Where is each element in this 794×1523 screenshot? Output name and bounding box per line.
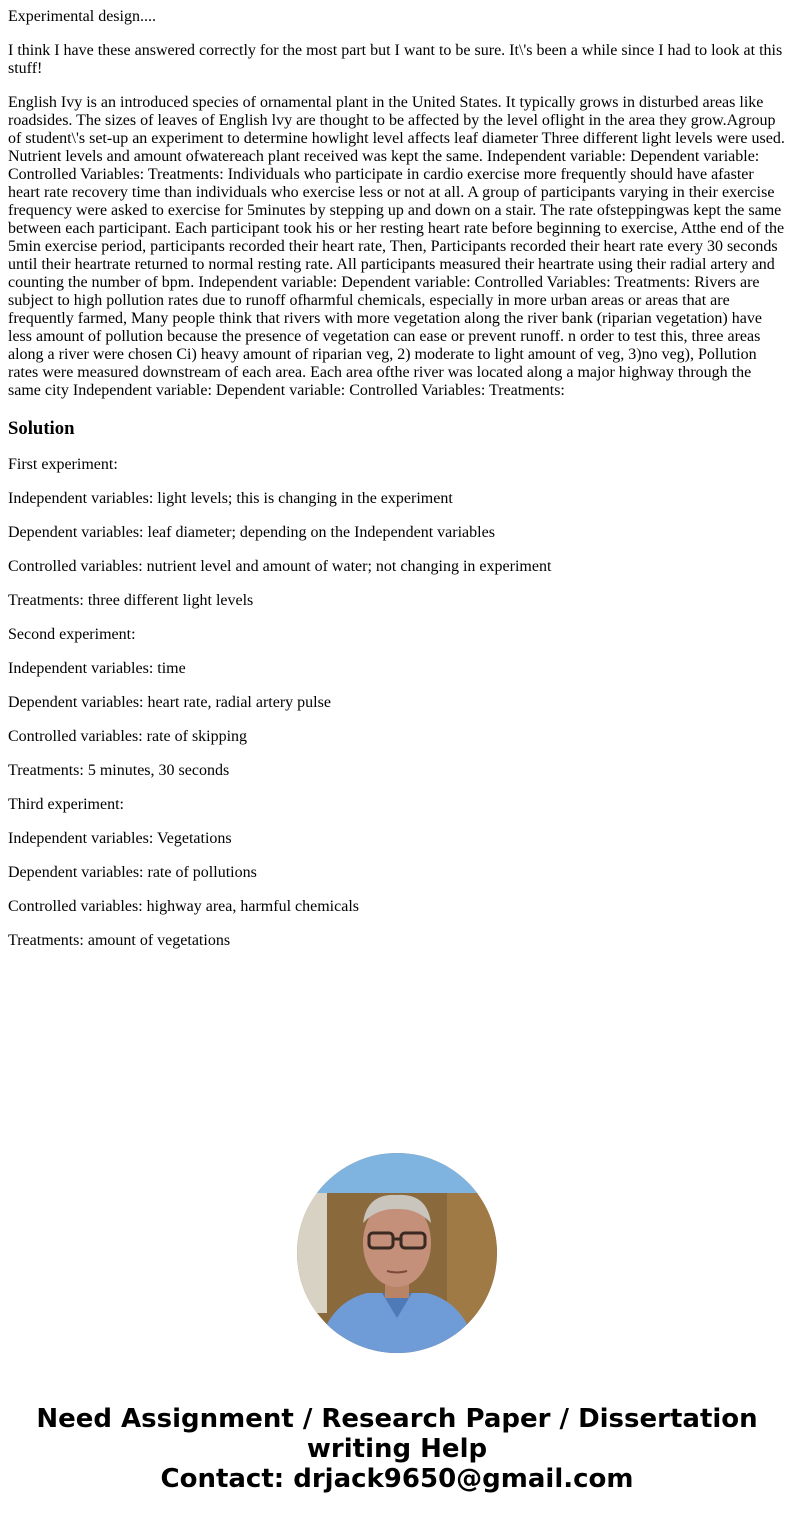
solution-line: Third experiment:	[8, 796, 124, 813]
solution-line: Independent variables: time	[8, 660, 186, 677]
solution-heading: Solution	[8, 418, 75, 439]
solution-line: Treatments: three different light levels	[8, 592, 254, 609]
solution-line: Dependent variables: heart rate, radial artery pulse	[8, 694, 331, 711]
banner-contact-email: Contact: drjack9650@gmail.com	[160, 1464, 634, 1494]
banner-line-1: Need Assignment / Research Paper / Dissertation	[36, 1404, 758, 1434]
question-intro: I think I have these answered correctly for the most part but I want to be sure. It\'s been a while since I had to look at this stuff!	[8, 42, 783, 77]
solution-line: First experiment:	[8, 456, 118, 473]
solution-line: Independent variables: Vegetations	[8, 830, 232, 847]
solution-line: Dependent variables: rate of pollutions	[8, 864, 257, 881]
banner-line-2: writing Help	[306, 1434, 488, 1464]
solution-line: Dependent variables: leaf diameter; depending on the Independent variables	[8, 524, 495, 541]
question-title: Experimental design....	[8, 8, 156, 25]
solution-line: Controlled variables: highway area, harmful chemicals	[8, 898, 359, 915]
solution-line: Treatments: 5 minutes, 30 seconds	[8, 762, 230, 779]
solution-line: Independent variables: light levels; this is changing in the experiment	[8, 490, 453, 507]
author-avatar	[297, 1153, 497, 1353]
solution-line: Controlled variables: nutrient level and amount of water; not changing in experiment	[8, 558, 552, 575]
solution-line: Second experiment:	[8, 626, 136, 643]
solution-line: Treatments: amount of vegetations	[8, 932, 231, 949]
question-body: English Ivy is an introduced species of ornamental plant in the United States. It typically grows in disturbed areas like roadsides. The sizes of leaves of English lvy are thought to be affected by the level oflight in the area they grow.Agroup of student\'s set-up an experiment to determine howlight level affects leaf diameter Three different light levels were used. Nutrient levels and amount ofwatereach plant received was kept the same. Independent variable: Dependent variable: Controlled Variables: Treatments: Individuals who participate in cardio exercise more frequently should have afaster heart rate recovery time than individuals who exercise less or not at all. A group of participants varying in their exercise frequency were asked to exercise for 5minutes by stepping up and down on a stair. The rate ofsteppingwas kept the same between each participant. Each participant took his or her resting heart rate before beginning to exercise, Atthe end of the 5min exercise period, participants recorded their heart rate, Then, Participants recorded their heart rate every 30 seconds until their heartrate returned to normal resting rate. All participants measured their heartrate using their radial artery and counting the number of bpm. Independent variable: Dependent variable: Controlled Variables: Treatments: Rivers are subject to high pollution rates due to runoff ofharmful chemicals, especially in more urban areas or areas that are frequently farmed, Many people think that rivers with more vegetation along the river bank (riparian vegetation) have less amount of pollution because the presence of vegetation can ease or prevent runoff. n order to test this, three areas along a river were chosen Ci) heavy amount of riparian veg, 2) moderate to light amount of veg, 3)no veg), Pollution rates were measured downstream of each area. Each area ofthe river was located along a major highway through the same city Independent variable: Dependent variable: Controlled Variables: Treatments:	[8, 94, 785, 399]
contact-banner	[0, 1404, 794, 1494]
solution-line: Controlled variables: rate of skipping	[8, 728, 248, 745]
